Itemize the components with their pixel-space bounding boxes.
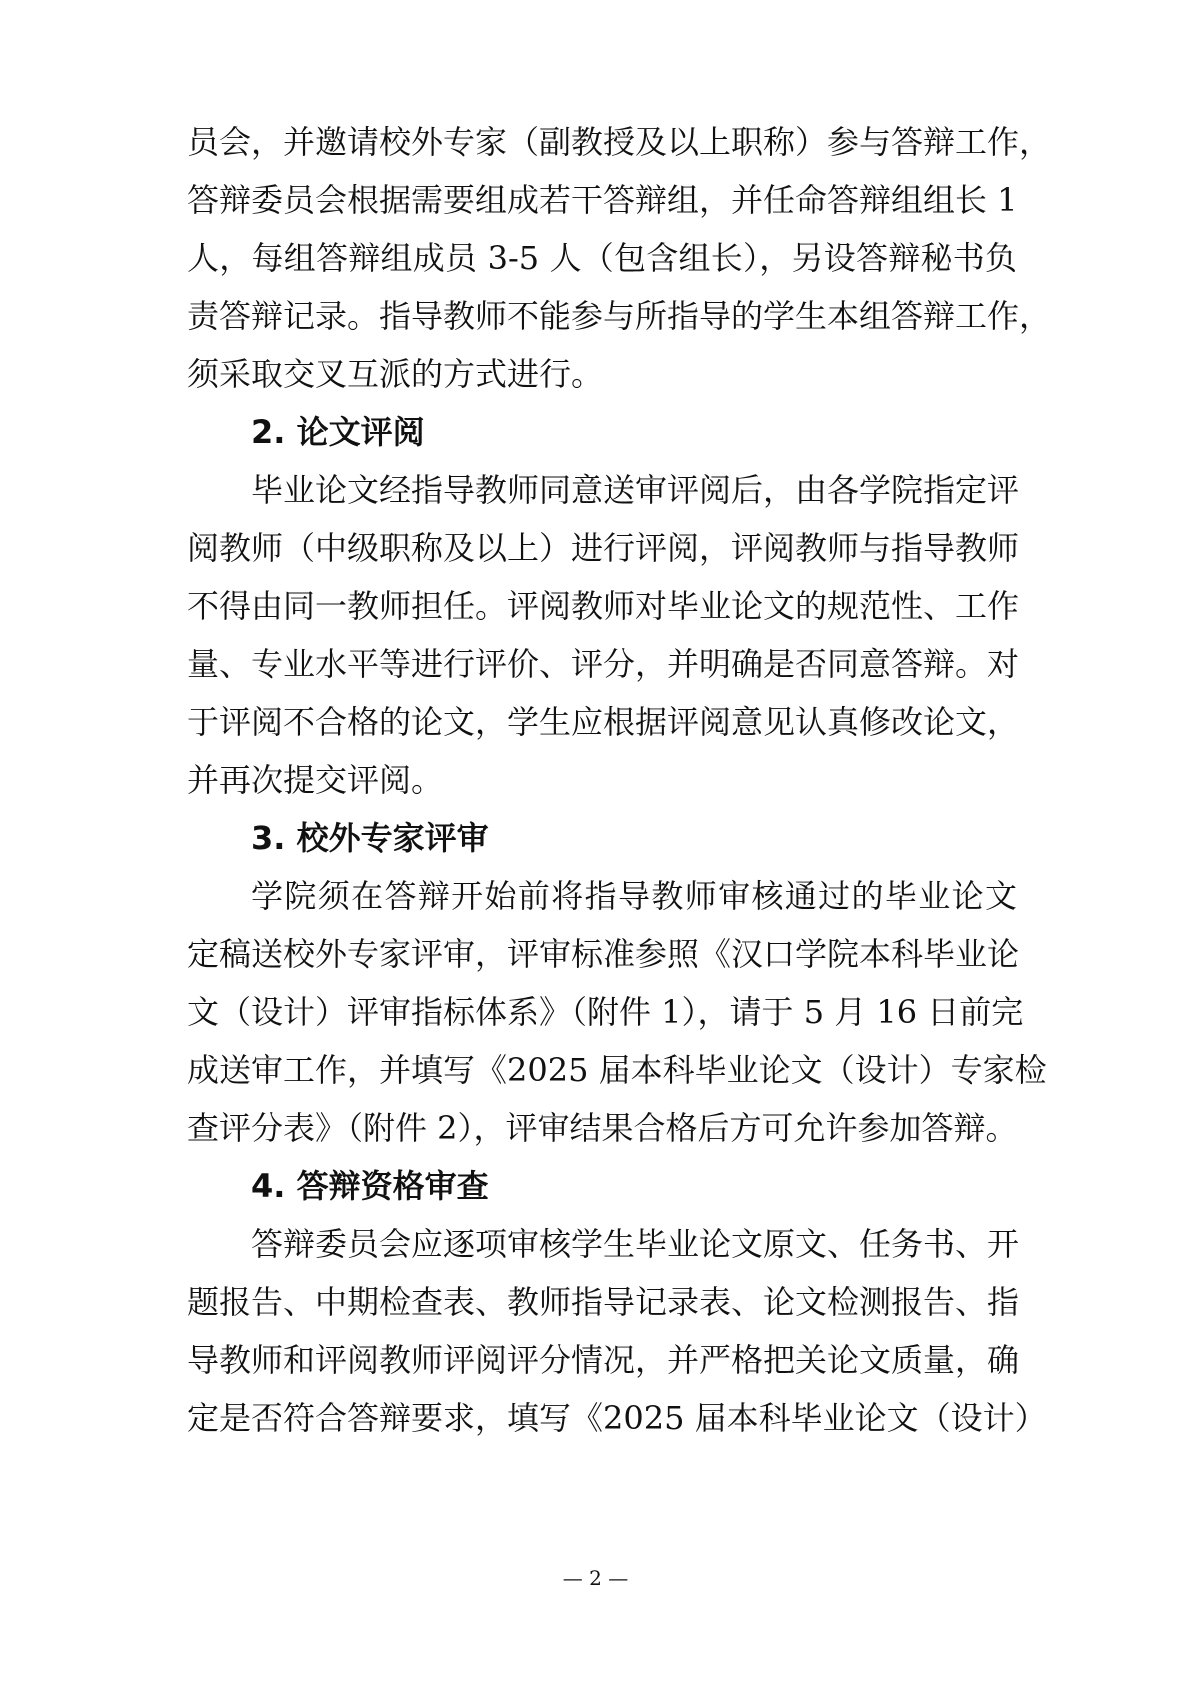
- section-2-line-4: 量、专业水平等进行评价、评分，并明确是否同意答辩。对: [187, 645, 1020, 683]
- section-2-line-5: 于评阅不合格的论文，学生应根据评阅意见认真修改论文，: [187, 703, 1020, 741]
- section-4-line-2: 题报告、中期检查表、教师指导记录表、论文检测报告、指: [187, 1283, 1020, 1321]
- paragraph-1-line-2: 答辩委员会根据需要组成若干答辩组，并任命答辩组组长 1: [187, 181, 1018, 219]
- section-2-line-1: 毕业论文经指导教师同意送审评阅后，由各学院指定评: [251, 471, 1020, 509]
- section-3-line-1: 学院须在答辩开始前将指导教师审核通过的毕业论文: [251, 877, 1017, 915]
- paragraph-1-line-3: 人，每组答辩组成员 3-5 人（包含组长），另设答辩秘书负: [187, 239, 1017, 277]
- section-3-line-2: 定稿送校外专家评审，评审标准参照《汉口学院本科毕业论: [187, 935, 1020, 973]
- paragraph-1-line-4: 责答辩记录。指导教师不能参与所指导的学生本组答辩工作，: [187, 297, 1052, 335]
- section-3-line-5: 查评分表》（附件 2），评审结果合格后方可允许参加答辩。: [187, 1109, 1018, 1147]
- section-3-line-4: 成送审工作，并填写《2025 届本科毕业论文（设计）专家检: [187, 1051, 1047, 1089]
- section-4-line-3: 导教师和评阅教师评阅评分情况，并严格把关论文质量，确: [187, 1341, 1020, 1379]
- section-2-line-2: 阅教师（中级职称及以上）进行评阅，评阅教师与指导教师: [187, 529, 1020, 567]
- section-3-line-3: 文（设计）评审指标体系》（附件 1），请于 5 月 16 日前完: [187, 993, 1024, 1031]
- section-4-heading: 4. 答辩资格审查: [251, 1167, 489, 1205]
- section-2-line-3: 不得由同一教师担任。评阅教师对毕业论文的规范性、工作: [187, 587, 1020, 625]
- paragraph-1-line-5: 须采取交叉互派的方式进行。: [187, 355, 604, 393]
- page-number: — 2 —: [562, 1566, 629, 1590]
- section-4-line-1: 答辩委员会应逐项审核学生毕业论文原文、任务书、开: [251, 1225, 1020, 1263]
- section-4-line-4: 定是否符合答辩要求，填写《2025 届本科毕业论文（设计）: [187, 1399, 1047, 1437]
- section-3-heading: 3. 校外专家评审: [251, 819, 489, 857]
- paragraph-1-line-1: 员会，并邀请校外专家（副教授及以上职称）参与答辩工作，: [187, 123, 1052, 161]
- section-2-heading: 2. 论文评阅: [251, 413, 425, 451]
- section-2-line-6: 并再次提交评阅。: [187, 761, 444, 799]
